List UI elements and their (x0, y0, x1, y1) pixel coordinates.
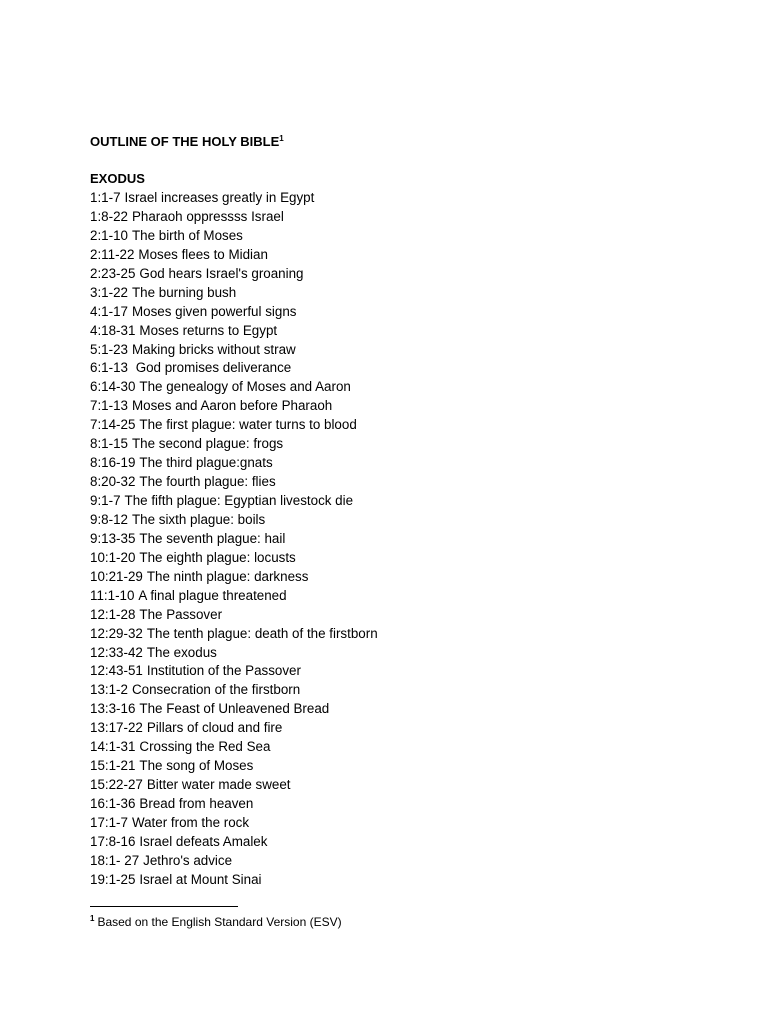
verse-reference: 9:1-7 (90, 493, 121, 508)
outline-entry (90, 871, 378, 890)
entry-title: Israel increases greatly in Egypt (124, 190, 315, 205)
verse-reference: 10:21-29 (90, 568, 143, 584)
verse-reference: 11:1-10 (90, 587, 135, 603)
verse-reference: 15:1-21 (90, 758, 136, 774)
footnote (90, 913, 342, 931)
book-heading: EXODUS (90, 171, 145, 186)
entry-title: God promises deliverance (131, 360, 292, 376)
outline-entry (90, 757, 378, 776)
verse-reference: 12:33-42 (90, 644, 143, 660)
verse-reference: 13:1-2 (90, 682, 128, 698)
outline-entry (90, 511, 378, 530)
entry-title: The exodus (146, 644, 217, 660)
outline-entry (90, 719, 378, 738)
verse-reference: 2:11-22 (90, 246, 135, 262)
entry-title: The birth of Moses (131, 227, 243, 243)
entry-title: The sixth plague: boils (131, 511, 266, 527)
outline-entry (90, 359, 378, 378)
entry-title: Moses returns to Egypt (139, 322, 278, 338)
outline-entry (90, 795, 378, 814)
entry-title: The eighth plague: locusts (139, 549, 296, 565)
verse-reference: 13:3-16 (90, 701, 136, 717)
outline-entry (90, 416, 378, 435)
entry-title: Institution of the Passover (146, 663, 301, 679)
outline-entry (90, 530, 378, 549)
verse-reference: 6:1-13 (90, 360, 128, 376)
outline-entry (90, 284, 378, 303)
outline-entry (90, 681, 378, 700)
outline-entry (90, 473, 378, 492)
footnote-text: Based on the English Standard Version (ESV) (97, 915, 342, 929)
verse-reference: 7:1-13 (90, 398, 128, 414)
entry-title: Consecration of the firstborn (131, 682, 301, 698)
verse-reference: 8:16-19 (90, 455, 136, 471)
outline-entry (90, 814, 378, 833)
verse-reference: 14:1-31 (90, 739, 136, 755)
outline-entry (90, 625, 378, 644)
title-footnote-marker: 1 (279, 134, 284, 143)
verse-reference: 19:1-25 (90, 871, 136, 887)
outline-entry (90, 397, 378, 416)
entry-title: Crossing the Red Sea (139, 739, 271, 755)
verse-reference: 6:14-30 (90, 379, 136, 395)
entry-title: Moses given powerful signs (131, 303, 297, 319)
verse-reference: 18:1- 27 (90, 852, 140, 868)
verse-reference: 8:20-32 (90, 474, 136, 490)
verse-reference: 17:1-7 (90, 814, 128, 830)
entry-title: Making bricks without straw (131, 341, 296, 357)
outline-entry (90, 227, 378, 246)
verse-reference: 8:1-15 (90, 436, 128, 452)
verse-reference: 5:1-23 (90, 341, 128, 357)
verse-reference: 2:1-10 (90, 227, 128, 243)
outline-list (90, 189, 378, 890)
entry-title: Moses flees to Midian (138, 246, 268, 262)
verse-reference: 12:29-32 (90, 625, 143, 641)
outline-entry (90, 265, 378, 284)
entry-title: Jethro's advice (143, 852, 233, 868)
outline-entry (90, 606, 378, 625)
outline-entry (90, 549, 378, 568)
verse-reference: 15:22-27 (90, 777, 143, 793)
entry-title: The second plague: frogs (131, 436, 284, 452)
entry-title: The ninth plague: darkness (146, 568, 309, 584)
verse-reference: 2:23-25 (90, 265, 136, 281)
entry-title: The first plague: water turns to blood (139, 417, 357, 433)
verse-reference: 12:1-28 (90, 606, 136, 622)
entry-title: Pillars of cloud and fire (146, 720, 283, 736)
outline-entry (90, 303, 378, 322)
entry-title: The genealogy of Moses and Aaron (139, 379, 351, 395)
document-title (90, 133, 284, 151)
outline-entry (90, 644, 378, 663)
entry-title: The fourth plague: flies (139, 474, 276, 490)
entry-title: The song of Moses (139, 758, 254, 774)
entry-title: The third plague:gnats (139, 455, 273, 471)
verse-reference: 1:8-22 (90, 208, 128, 224)
entry-title: The burning bush (131, 284, 237, 300)
entry-title: Bitter water made sweet (146, 777, 291, 793)
verse-reference: 16:1-36 (90, 796, 136, 811)
entry-title: Moses and Aaron before Pharaoh (131, 398, 333, 414)
entry-title: A final plague threatened (138, 587, 287, 603)
verse-reference: 9:8-12 (90, 511, 128, 527)
outline-entry (90, 568, 378, 587)
outline-entry (90, 776, 378, 795)
entry-title: Israel defeats Amalek (139, 833, 268, 849)
entry-title: God hears Israel's groaning (139, 265, 304, 281)
entry-title: Israel at Mount Sinai (139, 871, 262, 887)
outline-entry (90, 852, 378, 871)
verse-reference: 17:8-16 (90, 833, 136, 849)
verse-reference: 4:18-31 (90, 322, 136, 338)
verse-reference: 12:43-51 (90, 663, 143, 679)
outline-entry (90, 341, 378, 360)
entry-title: The Feast of Unleavened Bread (139, 701, 330, 717)
footnote-marker: 1 (90, 914, 95, 923)
verse-reference: 4:1-17 (90, 303, 128, 319)
outline-entry (90, 246, 378, 265)
verse-reference: 10:1-20 (90, 549, 136, 565)
outline-entry (90, 587, 378, 606)
outline-entry (90, 700, 378, 719)
outline-entry (90, 738, 378, 757)
footnote-separator (90, 906, 238, 907)
outline-entry (90, 378, 378, 397)
verse-reference: 13:17-22 (90, 720, 143, 736)
entry-title: The tenth plague: death of the firstborn (146, 625, 378, 641)
verse-reference: 3:1-22 (90, 284, 128, 300)
outline-entry (90, 833, 378, 852)
outline-entry (90, 208, 378, 227)
outline-entry (90, 435, 378, 454)
entry-title: Pharaoh oppressss Israel (131, 208, 284, 224)
outline-entry (90, 492, 378, 511)
entry-title: Bread from heaven (139, 796, 254, 811)
verse-reference: 7:14-25 (90, 417, 136, 433)
document-title-text: OUTLINE OF THE HOLY BIBLE (90, 134, 280, 149)
outline-entry (90, 662, 378, 681)
entry-title: The seventh plague: hail (139, 530, 286, 546)
verse-reference: 1:1-7 (90, 190, 121, 205)
verse-reference: 9:13-35 (90, 530, 136, 546)
entry-title: Water from the rock (131, 814, 250, 830)
outline-entry (90, 322, 378, 341)
outline-entry (90, 454, 378, 473)
entry-title: The fifth plague: Egyptian livestock die (124, 493, 354, 508)
outline-entry (90, 189, 378, 208)
entry-title: The Passover (139, 606, 223, 622)
